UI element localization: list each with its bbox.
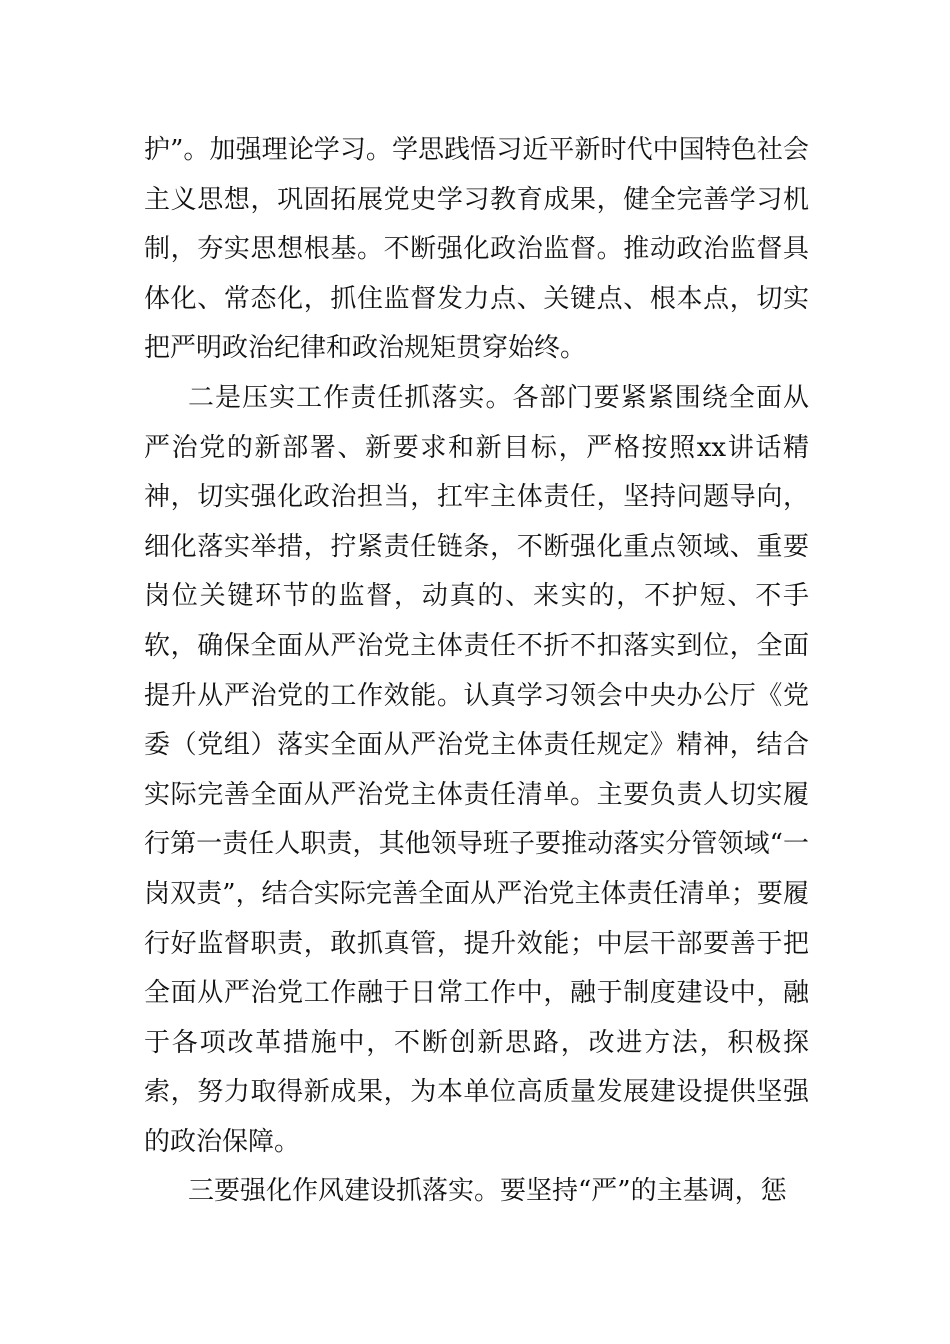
paragraph-third-point: 三要强化作风建设抓落实。要坚持“严”的主基调，惩	[188, 1176, 787, 1207]
paragraph-continuation: 护”。加强理论学习。学思践悟习近平新时代中国特色社会主义思想，巩固拓展党史学习教育成果，健全完善学习机制，夯实思想根基。不断强化政治监督。推动政治监督具体化、常态化，抓住监督发力点、关键点、根本点，切实把严明政治纪律和政治规矩贯穿始终。	[144, 135, 809, 364]
paragraph-second-point: 二是压实工作责任抓落实。各部门要紧紧围绕全面从严治党的新部署、新要求和新目标，严格按照xx讲话精神，切实强化政治担当，扛牢主体责任，坚持问题导向，细化落实举措，拧紧责任链条，不断强化重点领域、重要岗位关键环节的监督，动真的、来实的，不护短、不手软，确保全面从严治党主体责任不折不扣落实到位，全面提升从严治党的工作效能。认真学习领会中央办公厅《党委（党组）落实全面从严治党主体责任规定》精神，结合实际完善全面从严治党主体责任清单。主要负责人切实履行第一责任人职责，其他领导班子要推动落实分管领域“一岗双责”，结合实际完善全面从严治党主体责任清单；要履行好监督职责，敢抓真管，提升效能；中层干部要善于把全面从严治党工作融于日常工作中，融于制度建设中，融于各项改革措施中，不断创新思路，改进方法，积极探索，努力取得新成果，为本单位高质量发展建设提供坚强的政治保障。	[144, 382, 809, 1157]
document-body	[144, 126, 809, 1217]
